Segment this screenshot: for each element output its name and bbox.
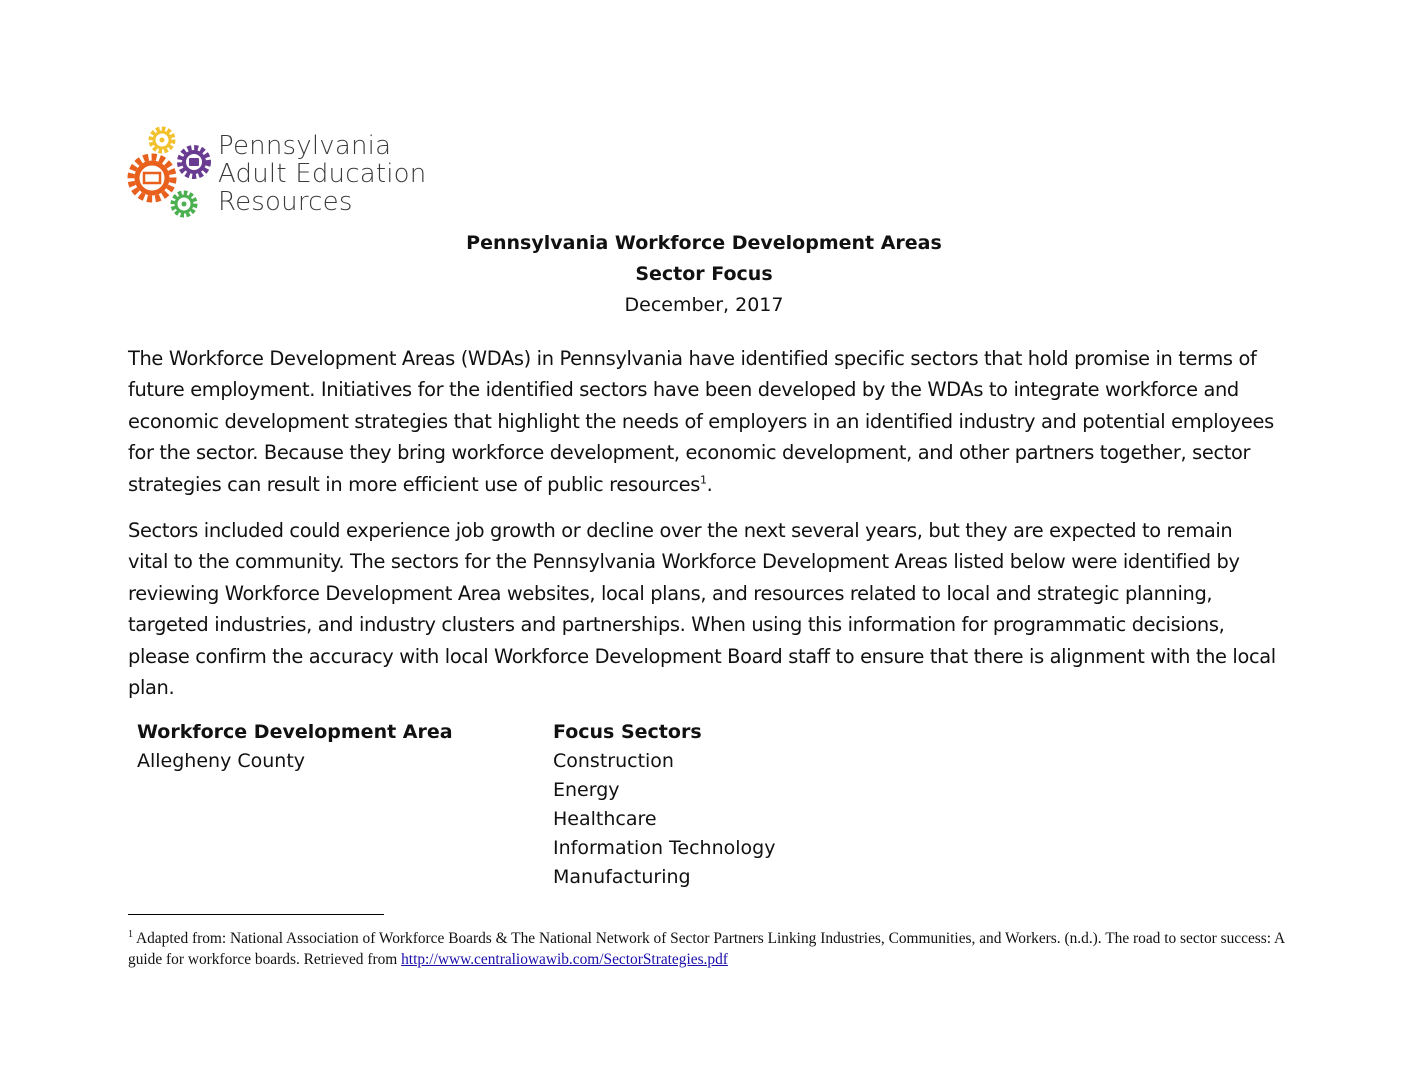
sector-item: Construction (553, 750, 674, 772)
title-block (0, 228, 1408, 321)
intro-paragraph-text: The Workforce Development Areas (WDAs) in Pennsylvania have identified specific sectors that hold promise in terms of future employment. Initiatives for the identified sectors have been developed by the WDAs to integrate workforce and economic development strategies that highlight the needs of employers in an identified industry and potential employees for the sector. Because they bring workforce development, economic development, and other partners together, sector strategies can result in more efficient use of public resources (128, 347, 1274, 496)
area-column-header: Workforce Development Area (137, 721, 453, 743)
logo-line-2: Adult Education (218, 159, 427, 189)
sectors-column-header: Focus Sectors (553, 721, 702, 743)
footnote-divider (128, 914, 384, 915)
footnote-number: 1 (128, 928, 133, 940)
area-cell: Allegheny County (137, 750, 306, 772)
document-subtitle: Sector Focus (635, 263, 773, 285)
logo-line-1: Pennsylvania (218, 131, 392, 161)
footnote-text: Adapted from: National Association of Workforce Boards & The National Network of Sector Partners Linking Industries, Communities, and Workers. (n.d.). The road to sector success: A guide for workforce boards. Retrieved from (128, 930, 1285, 968)
area-column (137, 718, 537, 776)
gears-icon (126, 124, 218, 220)
footnote-reference[interactable]: 1 (700, 473, 707, 487)
sectors-column (553, 718, 953, 892)
logo (126, 124, 436, 224)
footnote-link[interactable]: http://www.centraliowawib.com/SectorStrategies.pdf (401, 951, 728, 968)
intro-paragraph-end: . (706, 472, 713, 496)
footnote (128, 928, 1288, 970)
document-title: Pennsylvania Workforce Development Areas (466, 232, 942, 254)
document-date: December, 2017 (624, 294, 784, 316)
intro-paragraph (128, 343, 1278, 500)
logo-line-3: Resources (218, 187, 353, 217)
sector-item: Information Technology (553, 837, 776, 859)
sectors-paragraph: Sectors included could experience job growth or decline over the next several years, but they are expected to remain vital to the community. The sectors for the Pennsylvania Workforce Development Areas listed below were identified by reviewing Workforce Development Area websites, local plans, and resources related to local and strategic planning, targeted industries, and industry clusters and partnerships. When using this information for programmatic decisions, please confirm the accuracy with local Workforce Development Board staff to ensure that there is alignment with the local plan. (128, 519, 1276, 700)
sector-item: Manufacturing (553, 866, 691, 888)
sector-item: Energy (553, 779, 620, 801)
logo-text (218, 132, 426, 216)
sector-item: Healthcare (553, 808, 657, 830)
